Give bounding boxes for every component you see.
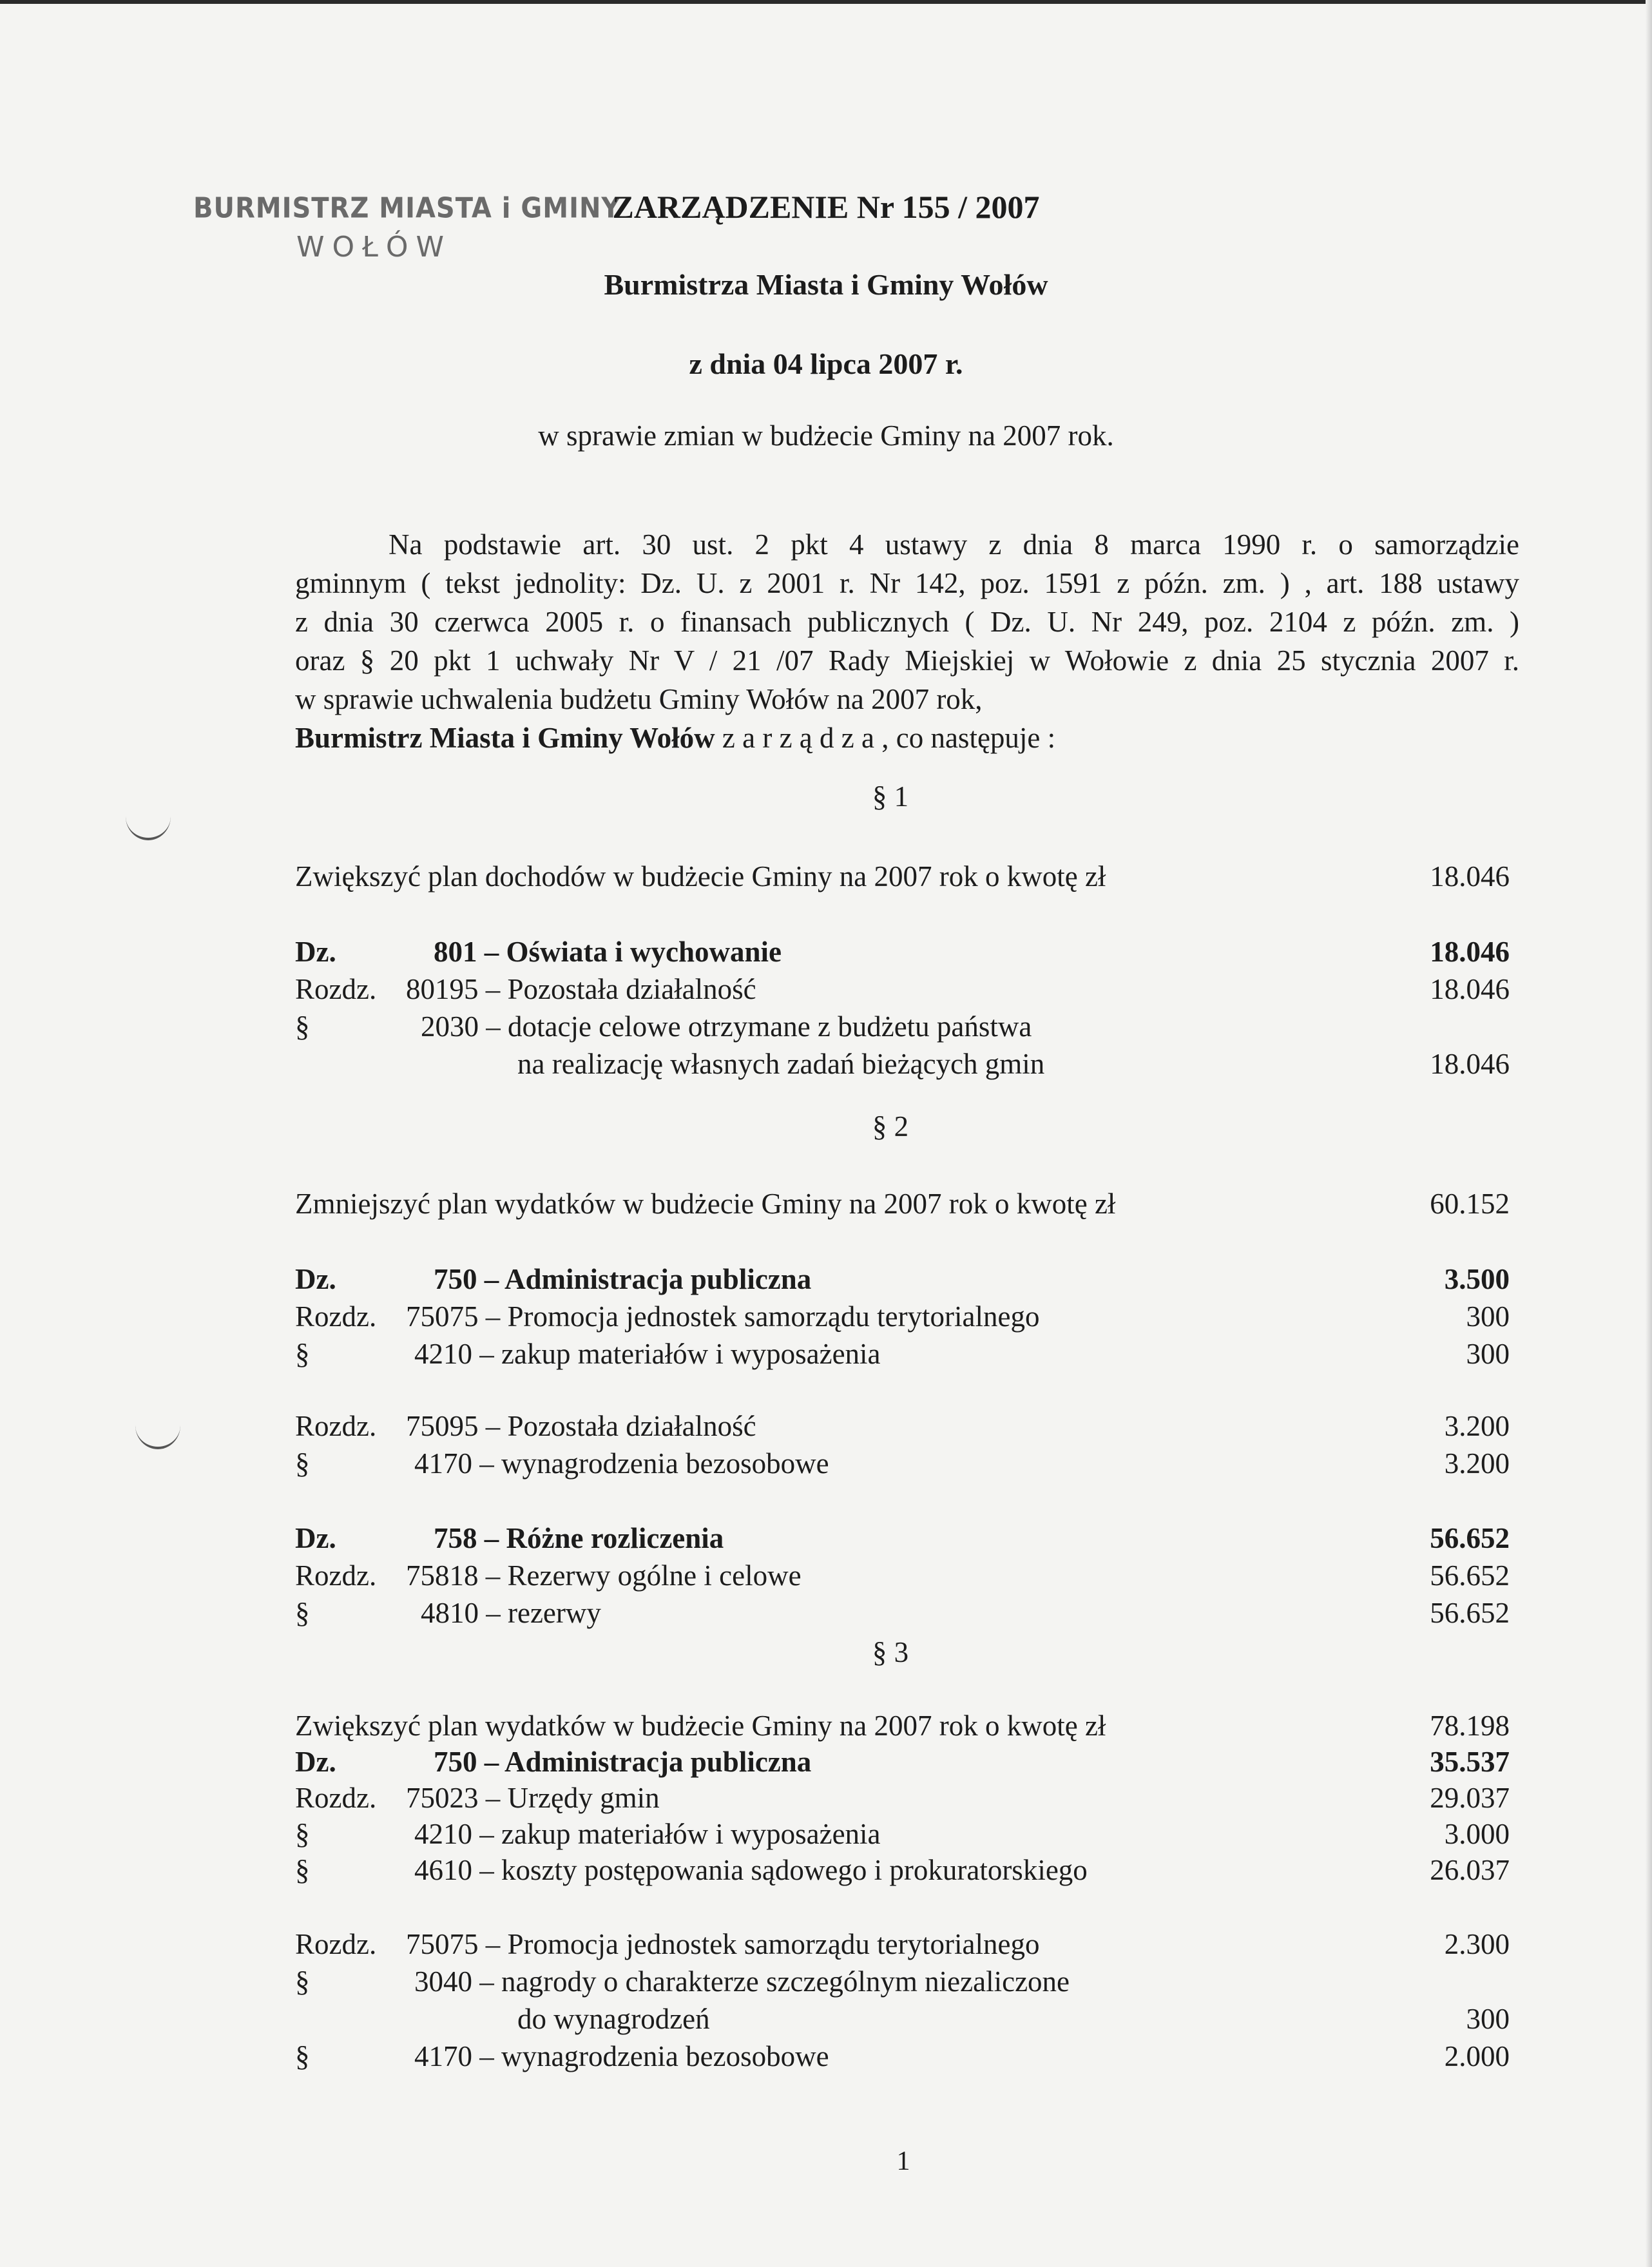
budget-row-paragraph-cont — [295, 1045, 1510, 1083]
row-name: 2030 – dotacje celowe otrzymane z budżetu państwa — [421, 1010, 1032, 1043]
row-amount: 300 — [1466, 2003, 1510, 2035]
budget-row-paragraph — [295, 1962, 1510, 2001]
row-name: 75023 – Urzędy gmin — [406, 1782, 660, 1814]
section-2-summary — [295, 1184, 1510, 1223]
budget-row-division — [295, 1260, 1510, 1298]
summary-amount: 18.046 — [1430, 860, 1510, 892]
follows-text: co następuje : — [896, 722, 1056, 754]
row-amount: 18.046 — [1430, 936, 1510, 968]
intro-line: oraz § 20 pkt 1 uchwały Nr V / 21 /07 Rady Miejskiej w Wołowie z dnia 25 stycznia 2007 r. — [295, 644, 1519, 677]
row-label: § — [295, 2040, 310, 2072]
row-label: § — [295, 1010, 310, 1043]
row-label: Rozdz. — [295, 1559, 377, 1592]
row-amount: 2.300 — [1444, 1928, 1510, 1960]
budget-row-paragraph — [295, 1815, 1510, 1853]
punch-hole-mark — [135, 1402, 180, 1449]
budget-row-chapter — [295, 970, 1510, 1008]
row-amount: 56.652 — [1430, 1559, 1510, 1592]
row-label: Dz. — [295, 936, 336, 968]
row-amount: 18.046 — [1430, 973, 1510, 1005]
row-amount: 2.000 — [1444, 2040, 1510, 2072]
section-1-summary — [295, 857, 1510, 896]
row-name-cont: do wynagrodzeń — [517, 2003, 710, 2035]
intro-line: w sprawie uchwalenia budżetu Gminy Wołów na 2007 rok, — [295, 683, 983, 715]
row-label: § — [295, 1597, 310, 1629]
summary-amount: 60.152 — [1430, 1188, 1510, 1220]
row-name: 75075 – Promocja jednostek samorządu terytorialnego — [406, 1928, 1040, 1960]
row-name: 4210 – zakup materiałów i wyposażenia — [414, 1338, 881, 1370]
budget-row-paragraph — [295, 1007, 1510, 1046]
budget-row-chapter — [295, 1297, 1510, 1336]
row-name: 75095 – Pozostała działalność — [406, 1410, 756, 1442]
budget-row-paragraph — [295, 1335, 1510, 1373]
row-amount: 26.037 — [1430, 1854, 1510, 1886]
row-amount: 3.200 — [1444, 1447, 1510, 1480]
row-amount: 3.200 — [1444, 1410, 1510, 1442]
row-name-cont: na realizację własnych zadań bieżących gmin — [517, 1048, 1045, 1080]
row-label: Rozdz. — [295, 973, 377, 1005]
row-label: Rozdz. — [295, 1782, 377, 1814]
budget-row-paragraph-cont — [295, 2000, 1510, 2038]
intro-closing-line — [295, 719, 1519, 757]
document-date: z dnia 04 lipca 2007 r. — [689, 347, 963, 380]
row-name: 801 – Oświata i wychowanie — [434, 936, 782, 968]
row-label: § — [295, 1854, 310, 1886]
row-name: 80195 – Pozostała działalność — [406, 973, 756, 1005]
row-name: 4170 – wynagrodzenia bezosobowe — [414, 2040, 829, 2072]
row-label: Dz. — [295, 1746, 336, 1778]
budget-row-division — [295, 1519, 1510, 1558]
row-amount: 29.037 — [1430, 1782, 1510, 1814]
row-name: 750 – Administracja publiczna — [434, 1263, 812, 1295]
budget-row-chapter — [295, 1779, 1510, 1817]
budget-row-paragraph — [295, 1444, 1510, 1483]
row-amount: 35.537 — [1430, 1746, 1510, 1778]
row-amount: 56.652 — [1430, 1597, 1510, 1629]
summary-text: Zwiększyć plan wydatków w budżecie Gminy na 2007 rok o kwotę zł — [295, 1710, 1106, 1742]
row-label: Rozdz. — [295, 1300, 377, 1333]
budget-row-paragraph — [295, 1594, 1510, 1632]
row-label: Dz. — [295, 1522, 336, 1554]
intro-line: Na podstawie art. 30 ust. 2 pkt 4 ustawy z dnia 8 marca 1990 r. o samorządzie — [389, 528, 1519, 561]
budget-row-paragraph — [295, 1851, 1510, 1889]
row-amount: 3.500 — [1444, 1263, 1510, 1295]
budget-row-chapter — [295, 1925, 1510, 1963]
budget-row-paragraph — [295, 2037, 1510, 2076]
stamp-line-2: WOŁÓW — [296, 231, 452, 264]
row-name: 75818 – Rezerwy ogólne i celowe — [406, 1559, 802, 1592]
row-label: § — [295, 1338, 310, 1370]
document-subject: w sprawie zmian w budżecie Gminy na 2007 rok. — [538, 420, 1114, 452]
row-amount: 3.000 — [1444, 1818, 1510, 1850]
decrees-word: z a r z ą d z a , — [722, 722, 889, 754]
section-2-heading: § 2 — [872, 1110, 909, 1143]
page-number: 1 — [896, 2146, 910, 2176]
stamp-line-1: BURMISTRZ MIASTA i GMINY — [193, 191, 621, 225]
row-amount: 300 — [1466, 1338, 1510, 1370]
row-name: 4810 – rezerwy — [421, 1597, 601, 1629]
row-name: 4210 – zakup materiałów i wyposażenia — [414, 1818, 881, 1850]
budget-row-chapter — [295, 1556, 1510, 1595]
row-label: § — [295, 1818, 310, 1850]
legal-basis-paragraph — [295, 525, 1519, 757]
budget-row-chapter — [295, 1407, 1510, 1445]
row-label: § — [295, 1447, 310, 1480]
section-3-heading: § 3 — [872, 1636, 909, 1668]
document-issuer: Burmistrza Miasta i Gminy Wołów — [604, 268, 1048, 301]
section-1-heading: § 1 — [872, 780, 909, 813]
row-label: Rozdz. — [295, 1928, 377, 1960]
scan-border — [0, 0, 1652, 4]
summary-text: Zmniejszyć plan wydatków w budżecie Gminy na 2007 rok o kwotę zł — [295, 1188, 1116, 1220]
row-amount: 18.046 — [1430, 1048, 1510, 1080]
row-name: 750 – Administracja publiczna — [434, 1746, 812, 1778]
row-name: 758 – Różne rozliczenia — [434, 1522, 724, 1554]
row-label: § — [295, 1965, 310, 1998]
row-amount: 56.652 — [1430, 1522, 1510, 1554]
row-label: Rozdz. — [295, 1410, 377, 1442]
section-3-summary — [295, 1706, 1510, 1745]
intro-line: gminnym ( tekst jednolity: Dz. U. z 2001 r. Nr 142, poz. 1591 z późn. zm. ) , art. 188 ustawy — [295, 567, 1519, 599]
document-title: ZARZĄDZENIE Nr 155 / 2007 — [612, 189, 1040, 225]
budget-row-division — [295, 1742, 1510, 1781]
row-name: 75075 – Promocja jednostek samorządu terytorialnego — [406, 1300, 1040, 1333]
summary-amount: 78.198 — [1430, 1710, 1510, 1742]
row-label: Dz. — [295, 1263, 336, 1295]
summary-text: Zwiększyć plan dochodów w budżecie Gminy na 2007 rok o kwotę zł — [295, 860, 1106, 892]
budget-row-division — [295, 932, 1510, 971]
row-name: 4610 – koszty postępowania sądowego i prokuratorskiego — [414, 1854, 1088, 1886]
row-name: 4170 – wynagrodzenia bezosobowe — [414, 1447, 829, 1480]
row-name: 3040 – nagrody o charakterze szczególnym niezaliczone — [414, 1965, 1070, 1998]
mayor-name: Burmistrz Miasta i Gminy Wołów — [295, 722, 715, 754]
intro-line: z dnia 30 czerwca 2005 r. o finansach publicznych ( Dz. U. Nr 249, poz. 2104 z późn. zm. ) — [295, 606, 1519, 638]
row-amount: 300 — [1466, 1300, 1510, 1333]
